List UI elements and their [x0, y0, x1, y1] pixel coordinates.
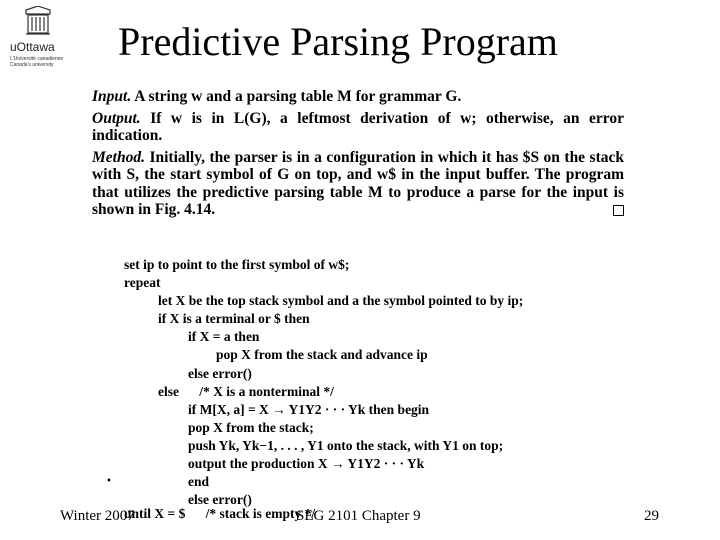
- slide-title: Predictive Parsing Program: [118, 19, 558, 64]
- algorithm-last-line: until X = $ /* stack is empty */: [124, 506, 316, 521]
- textbook-excerpt: [92, 88, 624, 223]
- algorithm-line: pop X from the stack and advance ip: [216, 347, 428, 363]
- algorithm-line: if X = a then: [188, 329, 260, 345]
- algorithm-line: repeat: [124, 275, 161, 291]
- logo-tagline: L'Université canadienne Canada's university: [10, 56, 64, 68]
- algorithm-line: if M[X, a] = X → Y1Y2 · · · Yk then begin: [188, 401, 430, 417]
- algorithm-line: output the production X → Y1Y2 · · · Yk: [188, 456, 425, 472]
- algorithm-line: push Yk, Yk−1, . . . , Y1 onto the stack, with Y1 on top;: [188, 437, 504, 453]
- end-of-proof-square-icon: [613, 205, 624, 216]
- input-paragraph: [92, 88, 624, 106]
- stray-mark: •: [106, 476, 112, 487]
- algorithm-line: else error(): [188, 492, 252, 508]
- parsing-algorithm: [124, 256, 523, 509]
- footer-date: Winter 2007: [60, 508, 135, 524]
- algorithm-line: end: [188, 474, 210, 490]
- method-label: Method.: [92, 148, 145, 166]
- footer-course: SEG 2101 Chapter 9: [296, 508, 421, 524]
- algorithm-line: else /* X is a nonterminal */: [158, 383, 334, 399]
- algorithm-line: if X is a terminal or $ then: [158, 311, 310, 327]
- page-number: 29: [644, 508, 659, 524]
- output-paragraph: [92, 110, 624, 145]
- algorithm-line: else error(): [188, 365, 252, 381]
- input-text: A string w and a parsing table M for grammar G.: [131, 88, 462, 105]
- algorithm-line: set ip to point to the first symbol of w$;: [124, 257, 350, 272]
- logo-wordmark: uOttawa: [10, 40, 55, 54]
- method-text: Initially, the parser is in a configuration in which it has $S on the stack with S, the start symbol of G on top, and w$ in the input buffer. The program that utilizes the predictive parsing table M to produce a parse for the input is shown in Fig. 4.14.: [92, 148, 624, 218]
- output-label: Output.: [92, 109, 141, 127]
- output-text: If w is in L(G), a leftmost derivation of w; otherwise, an error indication.: [92, 109, 624, 144]
- method-paragraph: [92, 149, 624, 219]
- algorithm-line: let X be the top stack symbol and a the symbol pointed to by ip;: [158, 293, 524, 309]
- algorithm-line: pop X from the stack;: [188, 419, 314, 435]
- input-label: Input.: [92, 88, 132, 105]
